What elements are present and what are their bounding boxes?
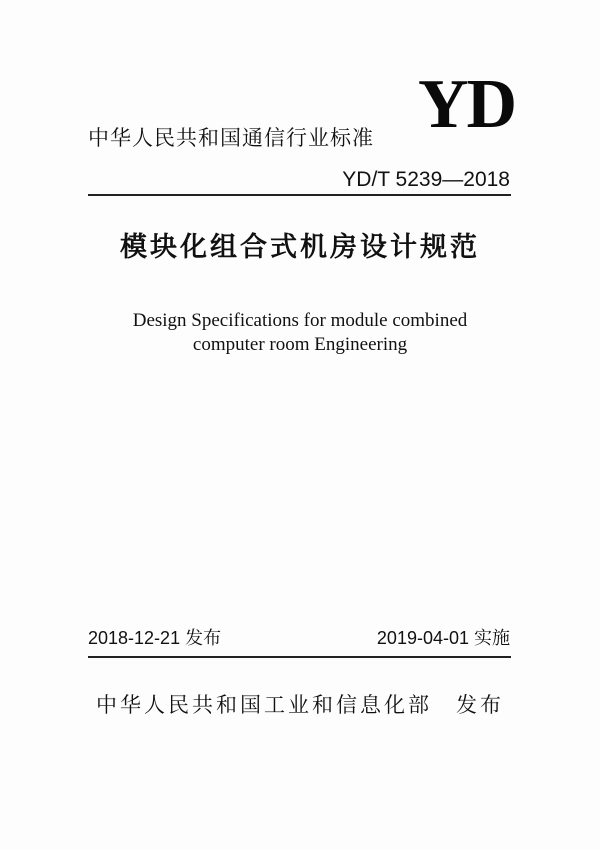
publisher-action: 发布 — [456, 694, 504, 717]
document-title: 模块化组合式机房设计规范 — [120, 232, 480, 262]
english-title-line-1: Design Specifications for module combined — [132, 310, 468, 331]
english-title-line-2: computer room Engineering — [192, 334, 408, 355]
standard-type: 中华人民共和国通信行业标准 — [88, 127, 374, 150]
yd-logo: YD — [418, 66, 516, 143]
issue-date: 2018-12-21 发布 — [88, 628, 222, 648]
implementation-date: 2019-04-01 实施 — [376, 628, 510, 648]
english-title — [0, 309, 600, 357]
top-divider — [88, 194, 511, 196]
publisher-name: 中华人民共和国工业和信息化部 — [96, 694, 432, 717]
standard-code: YD/T 5239—2018 — [342, 168, 510, 191]
publisher — [0, 692, 600, 720]
bottom-divider — [88, 656, 511, 658]
